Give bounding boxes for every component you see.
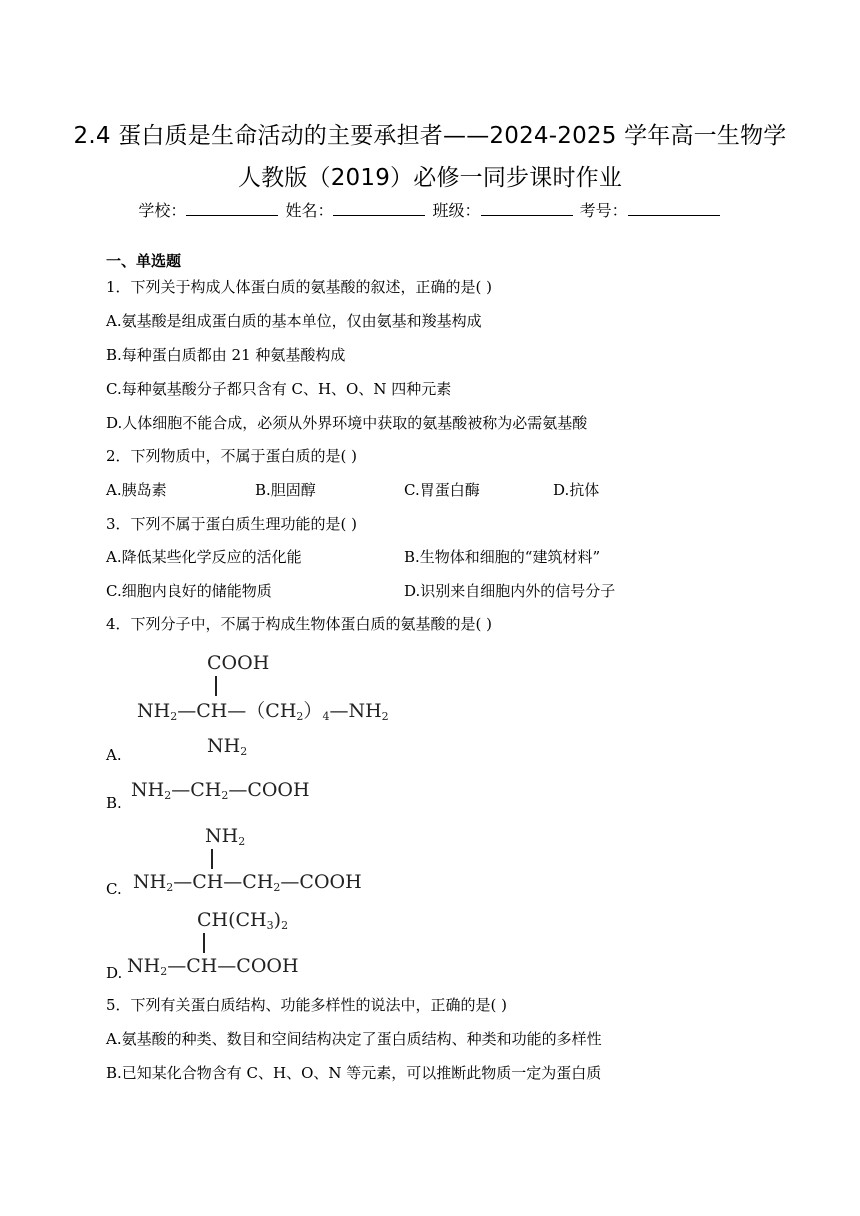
question-2-option-a: A.胰岛素 xyxy=(106,481,167,499)
question-1-option-a: A.氨基酸是组成蛋白质的基本单位，仅由氨基和羧基构成 xyxy=(106,312,482,330)
question-5-stem: 5．下列有关蛋白质结构、功能多样性的说法中，正确的是( ) xyxy=(106,996,508,1014)
question-2-stem: 2．下列物质中，不属于蛋白质的是( ) xyxy=(106,447,358,465)
question-1-option-d: D.人体细胞不能合成，必须从外界环境中获取的氨基酸被称为必需氨基酸 xyxy=(106,414,588,432)
question-4-option-c-label: C. xyxy=(106,880,122,898)
formula-a-nh2: $NH_2$ xyxy=(207,735,248,758)
question-1-stem: 1．下列关于构成人体蛋白质的氨基酸的叙述，正确的是( ) xyxy=(106,278,493,296)
formula-c-nh2: $NH_2$ xyxy=(205,825,246,848)
page-title-line1: 2.4 蛋白质是生命活动的主要承担者——2024-2025 学年高一生物学 xyxy=(73,123,787,149)
exam-no-blank[interactable] xyxy=(628,199,720,216)
formula-a-cooh: COOH xyxy=(207,652,270,674)
question-5-option-a: A.氨基酸的种类、数目和空间结构决定了蛋白质结构、种类和功能的多样性 xyxy=(106,1030,602,1048)
school-label: 学校： xyxy=(138,201,187,220)
formula-c-chain: $NH_2—CH—CH_2—COOH$ xyxy=(133,871,362,894)
question-3-option-d: D.识别来自细胞内外的信号分子 xyxy=(404,582,616,600)
name-label: 姓名： xyxy=(285,201,334,220)
formula-d-side-chain: $CH(CH_3)_2$ xyxy=(197,909,289,932)
question-4-option-a-label: A. xyxy=(106,746,122,764)
question-1-option-b: B.每种蛋白质都由 21 种氨基酸构成 xyxy=(106,346,346,364)
question-1-option-c: C.每种氨基酸分子都只含有 C、H、O、N 四种元素 xyxy=(106,380,452,398)
question-4-stem: 4．下列分子中，不属于构成生物体蛋白质的氨基酸的是( ) xyxy=(106,615,493,633)
name-blank[interactable] xyxy=(333,199,425,216)
question-3-option-b: B.生物体和细胞的“建筑材料” xyxy=(404,548,601,566)
student-info-row xyxy=(60,199,800,223)
question-3-option-c: C.细胞内良好的储能物质 xyxy=(106,582,272,600)
question-2-option-c: C.胃蛋白酶 xyxy=(404,481,480,499)
question-3-stem: 3．下列不属于蛋白质生理功能的是( ) xyxy=(106,515,358,533)
question-3-option-a: A.降低某些化学反应的活化能 xyxy=(106,548,302,566)
question-4-option-b-label: B. xyxy=(106,794,122,812)
exam-no-label: 考号： xyxy=(579,201,628,220)
question-2-option-b: B.胆固醇 xyxy=(255,481,316,499)
page-title-line2: 人教版（2019）必修一同步课时作业 xyxy=(237,165,623,191)
formula-d-chain: $NH_2—CH—COOH$ xyxy=(127,955,299,978)
question-5-option-b: B.已知某化合物含有 C、H、O、N 等元素，可以推断此物质一定为蛋白质 xyxy=(106,1064,602,1082)
formula-d-bond-top xyxy=(203,933,205,953)
class-label: 班级： xyxy=(432,201,481,220)
question-2-option-d: D.抗体 xyxy=(553,481,600,499)
question-4-option-d-label: D. xyxy=(106,964,123,982)
class-blank[interactable] xyxy=(481,199,573,216)
formula-a-bond-top xyxy=(215,676,217,696)
formula-a-chain: $NH_2—CH—(CH_2)_4—NH_2$ xyxy=(137,700,389,723)
formula-c-bond-top xyxy=(211,849,213,869)
section-title: 一、单选题 xyxy=(106,252,182,270)
formula-b: $NH_2—CH_2—COOH$ xyxy=(131,779,310,802)
school-blank[interactable] xyxy=(186,199,278,216)
